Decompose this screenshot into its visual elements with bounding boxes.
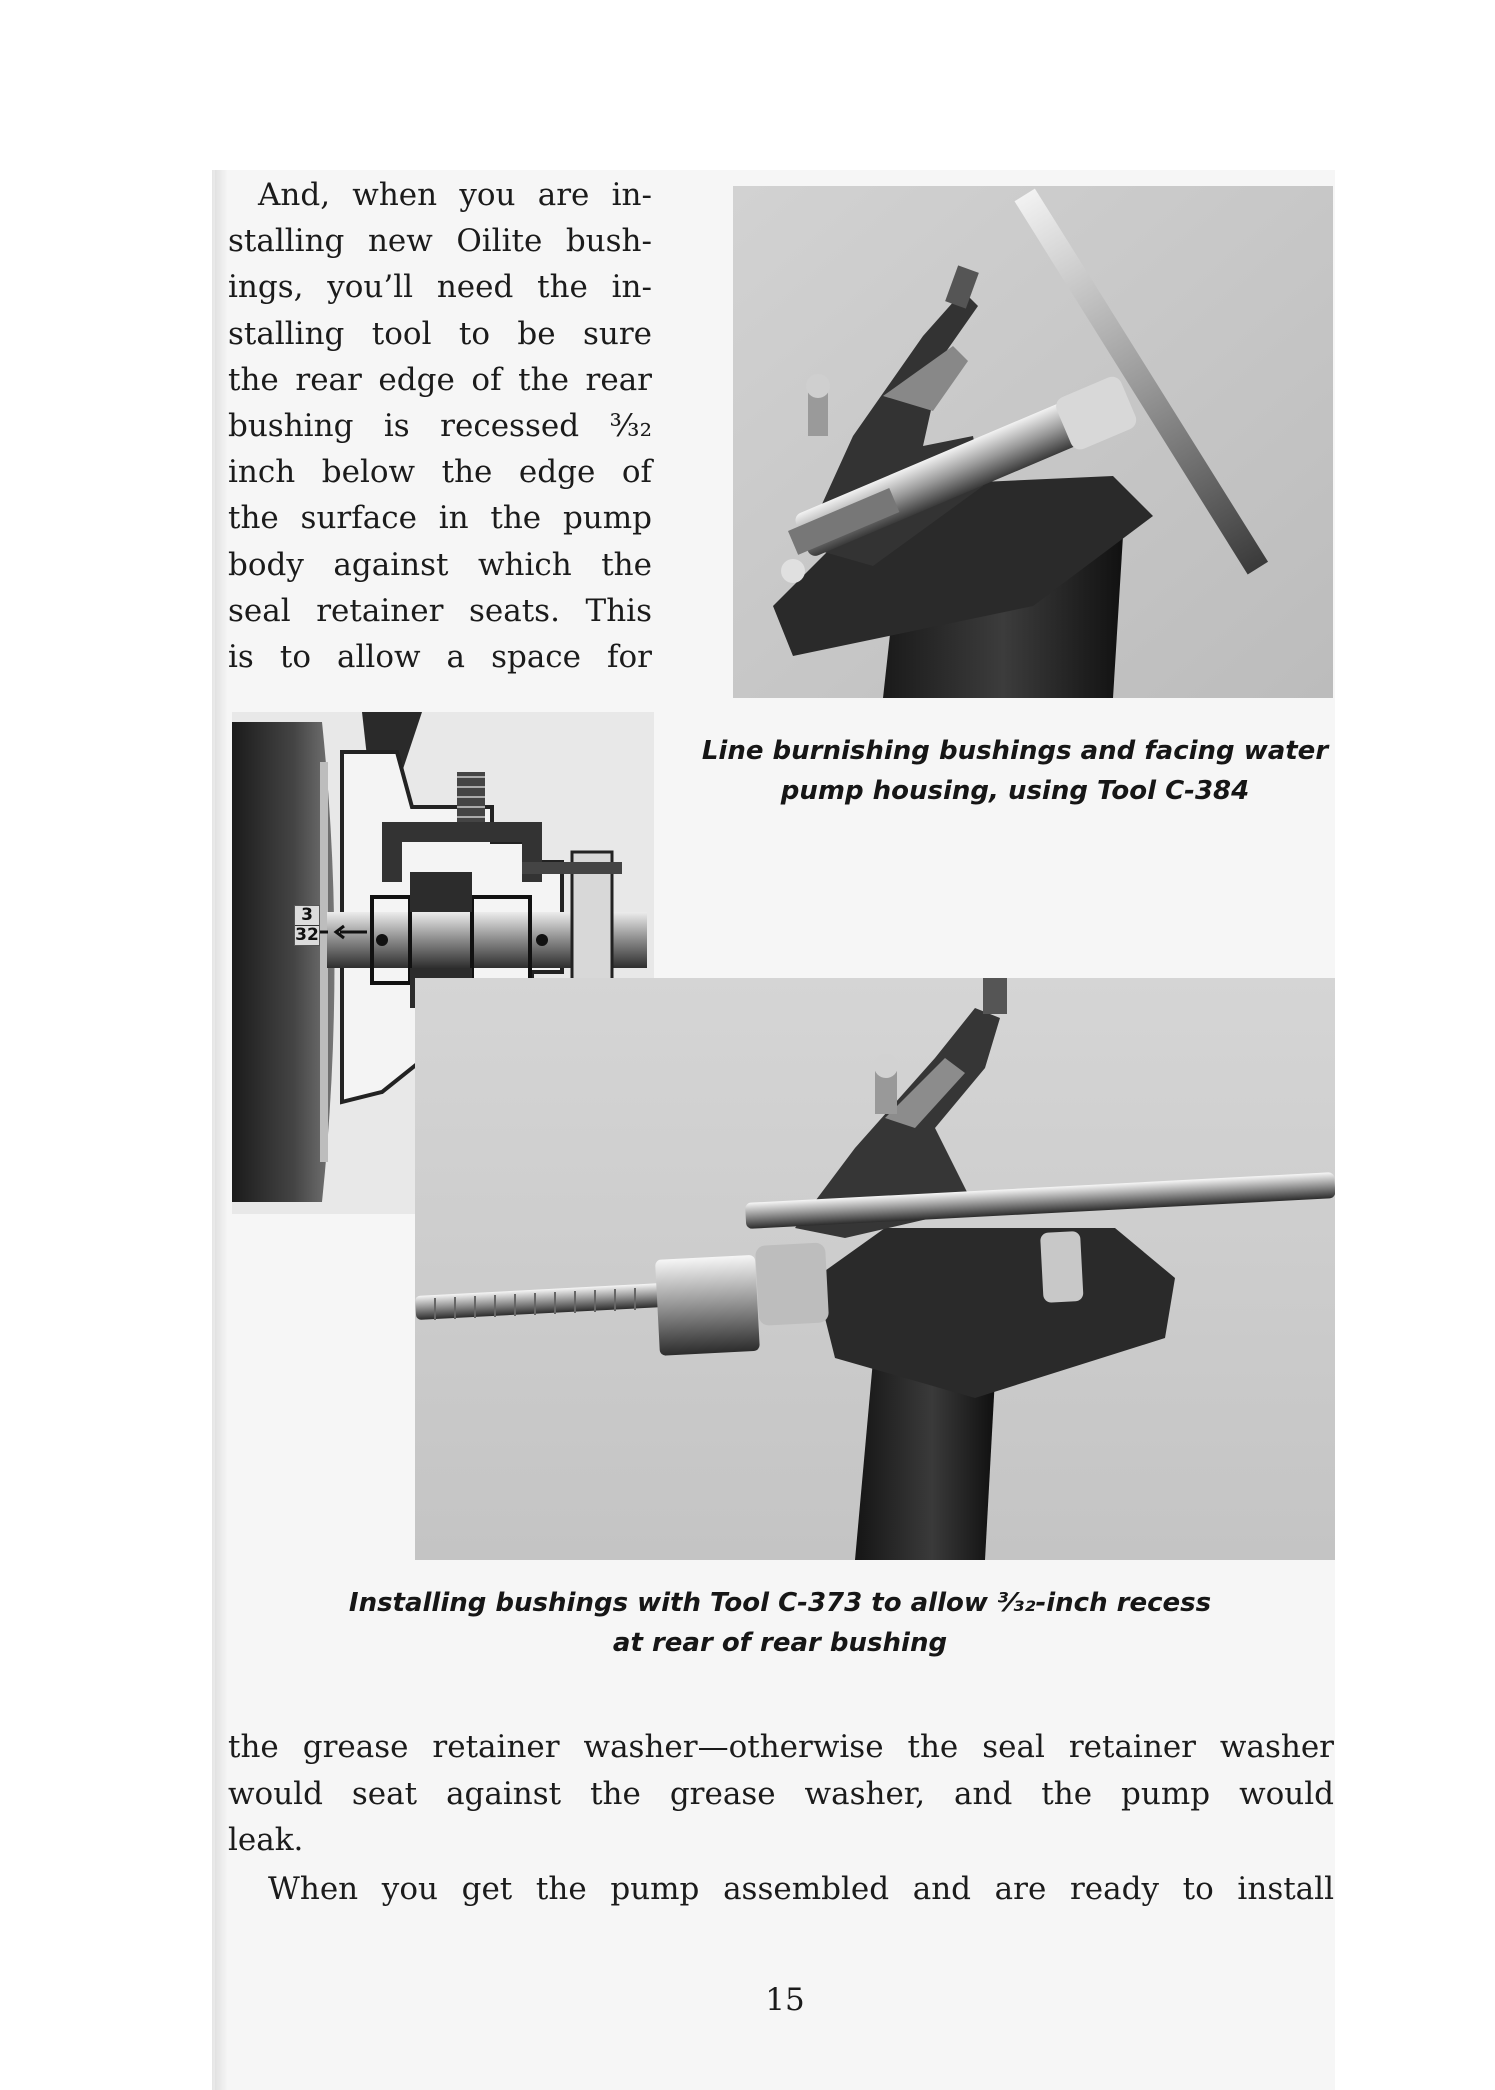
fraction-denominator: 32 [295,925,319,945]
page-number: 15 [765,1982,805,2018]
fraction-label [294,905,320,946]
caption-line: Line burnishing bushings and facing water [701,736,1329,766]
body-line: leak. [228,1822,304,1858]
caption-line: at rear of rear bushing [612,1628,948,1658]
intro-line: And, when you are in- [258,177,652,213]
burnishing-photo [733,186,1333,698]
burnishing-caption [700,731,1330,811]
intro-paragraph [228,172,652,680]
body-text [228,1724,1334,1912]
intro-line: body against which the [228,546,652,583]
intro-line: bushing is recessed ³⁄₃₂ [228,408,652,445]
intro-line: inch below the edge of [228,454,652,491]
caption-line: pump housing, using Tool C-384 [780,776,1250,806]
body-line: the grease retainer washer—otherwise the seal retainer washer [228,1729,1334,1765]
installing-photo [415,978,1335,1560]
next-paragraph: When you get the pump assembled and are ready to install [268,1870,1334,1907]
body-line: would seat against the grease washer, and the pump would [228,1775,1334,1812]
fraction-numerator: 3 [295,906,319,926]
intro-line: ings, you’ll need the in- [228,269,652,306]
intro-line: the rear edge of the rear [228,361,652,398]
intro-line: stalling tool to be sure [228,315,652,352]
scan-edge-shadow [212,170,228,2090]
intro-line: is to allow a space for [228,639,652,676]
intro-line: stalling new Oilite bush- [228,223,652,260]
caption-line: Installing bushings with Tool C-373 to allow ³⁄₃₂-inch recess [348,1588,1212,1618]
intro-line: seal retainer seats. This [228,592,652,629]
installing-caption [300,1583,1260,1663]
intro-line: the surface in the pump [228,500,652,537]
